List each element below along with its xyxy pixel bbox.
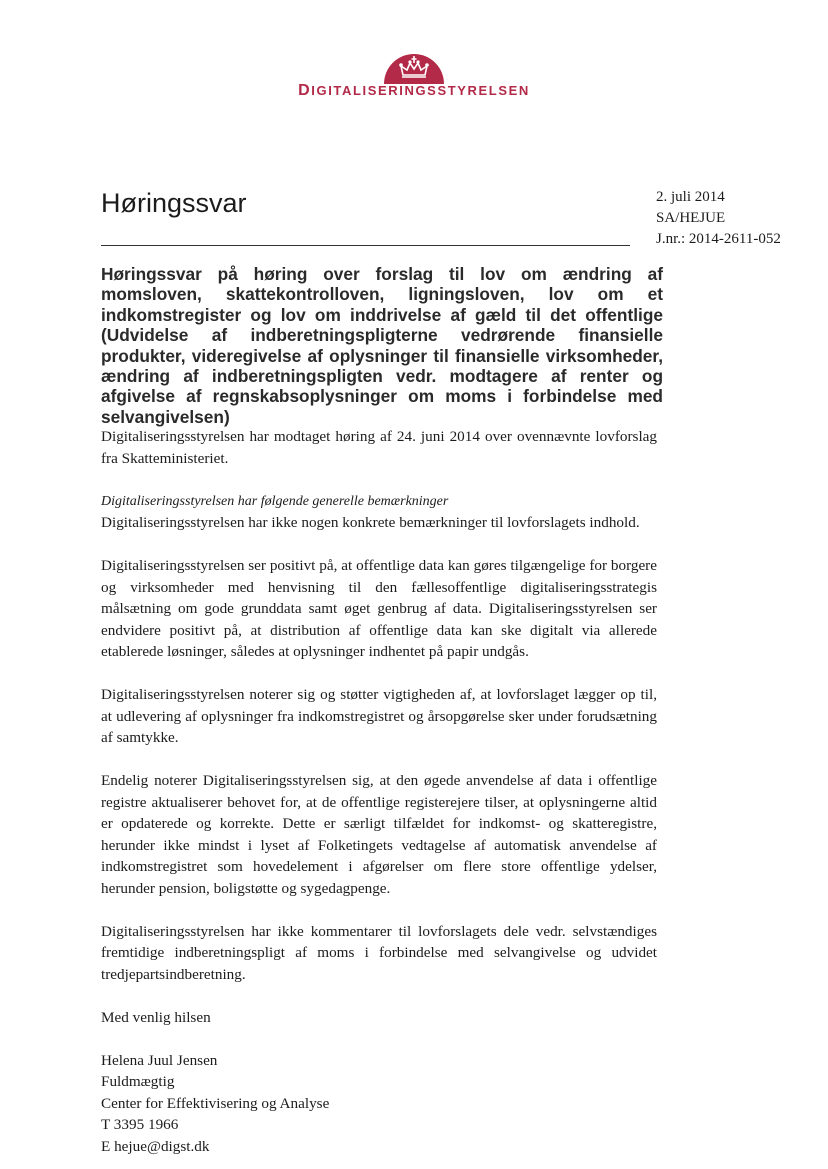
letter-body <box>101 426 657 1157</box>
signature-phone: T 3395 1966 <box>101 1116 179 1133</box>
journal-number: J.nr.: 2014-2611-052 <box>656 231 781 247</box>
paragraph-5: Digitaliseringsstyrelsen har ikke kommentarer til lovforslagets dele vedr. selvstændiges fremtidige indberetningspligt af moms i forbindelse med selvangivelse og udvidet tredjepartsindberetning. <box>101 922 657 983</box>
signature-email: E hejue@digst.dk <box>101 1137 210 1155</box>
intro-paragraph: Digitaliseringsstyrelsen har modtaget høring af 24. juni 2014 over ovennævnte lovforslag fra Skatteministeriet. <box>101 428 657 467</box>
signature-name: Helena Juul Jensen <box>101 1051 218 1069</box>
title-divider <box>101 245 630 246</box>
paragraph-1: Digitaliseringsstyrelsen har ikke nogen konkrete bemærkninger til lovforslagets indhold. <box>101 514 640 531</box>
signature-block <box>101 1050 657 1158</box>
crown-emblem-icon <box>382 44 446 84</box>
paragraph-3: Digitaliseringsstyrelsen noterer sig og støtter vigtigheden af, at lovforslaget lægger op til, at udlevering af oplysninger fra indkomstregistret og årsopgørelse sker under forudsætning af samtykke. <box>101 686 657 746</box>
paragraph-4: Endelig noterer Digitaliseringsstyrelsen sig, at den øgede anvendelse af data i offentlige registre aktualiserer behovet for, at de offentlige registerejere tilser, at oplysningerne altid er opdaterede og korrekte. Dette er særligt tilfældet for indkomst- og skatteregistre, herunder ikke mindst i lyset af Folketingets vedtagelse af automatisk anvendelse af indkomstregistret som hovedelement i afgørelser om flere store offentlige ydelser, herunder pension, boligstøtte og sygedagpenge. <box>101 772 657 897</box>
closing: Med venlig hilsen <box>101 1008 211 1026</box>
signature-department: Center for Effektivisering og Analyse <box>101 1094 330 1112</box>
document-reference: SA/HEJUE <box>656 210 726 226</box>
section-heading: Digitaliseringsstyrelsen har følgende generelle bemærkninger <box>101 493 449 509</box>
document-date: 2. juli 2014 <box>656 189 725 205</box>
signature-title: Fuldmægtig <box>101 1073 175 1090</box>
paragraph-2: Digitaliseringsstyrelsen ser positivt på, at offentlige data kan gøres tilgængelige for borgere og virksomheder med henvisning til den fællesoffentlige digitaliseringsstrategis målsætning om gode grunddata samt øget genbrug af data. Digitaliseringsstyrelsen ser endvidere positivt på, at distribution af offentlige data kan ske digitalt via allerede etablerede løsninger, således at oplysninger indhentet på papir undgås. <box>101 557 657 660</box>
document-meta <box>656 187 781 250</box>
subject-heading: Høringssvar på høring over forslag til lov om ændring af momsloven, skattekontrolloven, ligningsloven, lov om et indkomstregister og lov om inddrivelse af gæld til det offentlige (Udvidelse af indberetningspligterne vedrørende finansielle produkter, videregivelse af oplysninger til finansielle virksomheder, ændring af indberetningspligten vedr. modtagere af renter og afgivelse af regnskabsoplysninger om moms i forbindelse med selvangivelsen) <box>101 264 663 427</box>
section-heading-wrapper <box>101 491 657 513</box>
org-logo-wordmark: DIGITALISERINGSSTYRELSEN <box>298 82 530 99</box>
page-title: Høringssvar <box>101 188 247 218</box>
